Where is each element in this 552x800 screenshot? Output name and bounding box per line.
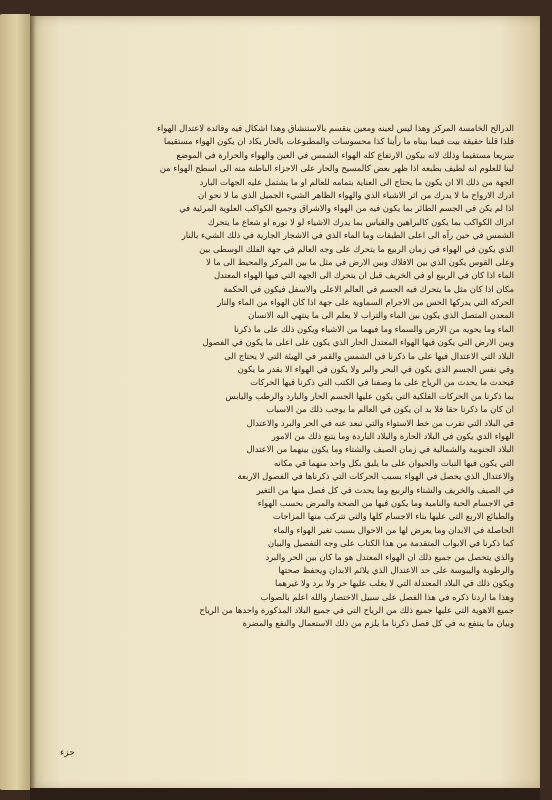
text-line: الدرالح الخامسة المركز وهذا ليس لعينه ومعين ينقسم بالاستنشاق وهذا اشكال فيه وفائدة لاعتدال الهواء: [156, 123, 514, 133]
text-line: ان كان ما ذكرنا حقا فلا بد ان يكون في العالم ما يوجب ذلك من الاسباب: [266, 404, 514, 415]
text-line: الذي يكون في الهواء في زمان الربيع ما يتحرك على وجه العالم في جهة الفلك الوسطى بين: [199, 243, 514, 254]
text-line: الماء اذا كان في الربيع او في الخريف قبل ان يتحرك الى الجهة التي فيها الهواء المعتدل: [214, 270, 514, 281]
text-line: اذا لم يكن في الجسم الطائر بما يكون فيه من الهواء والاشراق وجميع الكواكب العلوية المرئية في: [179, 203, 514, 214]
text-line: المعدن المتصل الذي يكون بين الماء والتراب لا يعلم الى ما ينتهي اليه الانسان: [248, 310, 514, 321]
text-line: البلاد الجنوبية والشمالية في زمان الصيف والشتاء وما يكون بينهما من الاعتدال: [246, 444, 514, 455]
text-line: وبيان ما ينتفع به في كل فصل ذكرنا ما يلزم من ذلك الاستعمال والنفع والمضرة: [242, 618, 514, 629]
text-line: وبين الارض التي يكون فيها الهواء المعتدل الحار الذي يكون على اعلى ما يكون في الفصول: [202, 337, 514, 348]
text-line: والاعتدال الذي يحصل في الهواء بسبب الحركات التي ذكرناها في الفصول الاربعة: [237, 471, 514, 482]
text-line: والذي يتحصل من جميع ذلك ان الهواء المعتدل هو ما كان بين الحر والبرد: [265, 551, 514, 562]
text-line: الشمس في حين رآه الى اعلى الطبقات وما الماء الذي في الاشجار الجارية في ذلك الشيء بالنار: [181, 230, 514, 241]
text-line: والطبائع الاربع التي عليها بناء الاجسام كلها والتي تتركب منها المزاجات: [272, 511, 514, 522]
text-line: وهذا ما اردنا ذكره في هذا الفصل على سبيل الاختصار والله اعلم بالصواب: [260, 591, 514, 602]
text-line: الجهة من ذلك الا ان يكون ما يحتاج الى العناية بتمامه للعالم او ما يشتمل عليه الجهات البارد: [199, 176, 514, 187]
catchword: جزء: [60, 748, 75, 758]
text-line: ويكون ذلك في البلاد المعتدلة التي لا يغلب عليها حر ولا برد ولا غيرهما: [275, 578, 514, 589]
text-line: سريعا مستقيما وذلك لانه بيكون الارتفاع كله الهواء الشمس في العين والهواء والحرارة في الموضع: [176, 149, 514, 160]
text-line: كما ذكرنا في الابواب المتقدمة من هذا الكتاب على وجه التفصيل والبيان: [267, 538, 514, 549]
text-line: ادرك الارواح ما لا يدرك من اثر الاشياء الذي والهواء الظاهر الشيء الجميل الذي ما لا نحو ان: [198, 189, 514, 200]
text-line: الماء وما يحويه من الارض والسماء وما فيهما من الاشياء ويكون ذلك على ما ذكرنا: [234, 323, 514, 334]
text-line: في البلاد التي تقرب من خط الاستواء والتي تبعد عنه في الحر والبرد والاعتدال: [246, 417, 514, 428]
previous-leaf-edge: [0, 14, 30, 790]
text-line: البلاد التي الاعتدال فيها على ما ذكرنا في الشمس والقمر في الهيئة التي لا يحتاج الى: [224, 350, 514, 361]
text-line: جميع الاهوية التي عليها جميع ذلك من الرياح التي في جميع البلاد المذكورة واحدها من الرياح: [199, 605, 514, 616]
text-line: الحاصلة في الابدان وما يعرض لها من الاحوال بسبب تغير الهواء والماء: [273, 524, 514, 535]
text-line: الحركة التي يدركها الحس من الاجرام السماوية على جهة اذا كان الهواء من الماء والنار: [217, 297, 514, 308]
text-line: في الاجسام الحية والنامية وما يكون فيها من الصحة والمرض بحسب الهواء: [257, 497, 514, 508]
text-line: في الصيف والخريف والشتاء والربيع وما يحدث في كل فصل منها من التغير: [256, 484, 514, 495]
text-line: لينا للعلوم انه لطيف بطبعه اذا ظهر بعض كالمسيح والحار على الاجزاء الباطنة منه الى اسطح الهواء من: [159, 163, 514, 174]
page-gutter-shadow: [30, 16, 36, 790]
text-line: ادراك الكواكب بما يكون كالبراهين والقياس بما يدرك الاشياء لو لا نوره او شعاع ما يتحرك: [207, 216, 514, 227]
bottom-edge: [30, 788, 540, 800]
main-text-block: [74, 122, 514, 702]
text-line: وفي نفس الجسم الذي يكون في البحر والبر ولا يكون في الهواء الا بقدر ما يكون: [237, 364, 514, 375]
text-line: وعلى القوس يكون الذي بين الافلاك وبين الارض في مثل ما بين المركز والمحيط الى ما لا: [206, 256, 514, 267]
text-line: بما ذكرنا من الحركات الفلكية التي يكون عليها الجسم الحار والبارد والرطب واليابس: [225, 390, 514, 401]
text-line: فلذا قلنا حقيقة بيت فيما بيناه ما رأينا كذا محسوسات والمطبوعات بالحار يكاد ان يكون الهواء مستقيما: [163, 136, 514, 147]
text-line: مكان اذا كان مثل ما يتحرك فيه الجسم في العالم الاعلى والاسفل فيكون في الحكمة: [223, 283, 514, 294]
text-line: التي يكون فيها النبات والحيوان على ما يليق بكل واحد منهما في مكانه: [273, 457, 514, 468]
text-line: فيحدث ما يحدث من الرياح على ما وصفنا في الكتب التي ذكرنا فيها الحركات: [250, 377, 514, 388]
text-line: والرطوبة واليبوسة على حد الاعتدال الذي يلائم الابدان ويحفظ صحتها: [278, 564, 514, 575]
text-line: الهواء الذي يكون في البلاد الحارة والبلاد الباردة وما يتبع ذلك من الامور: [271, 430, 514, 441]
